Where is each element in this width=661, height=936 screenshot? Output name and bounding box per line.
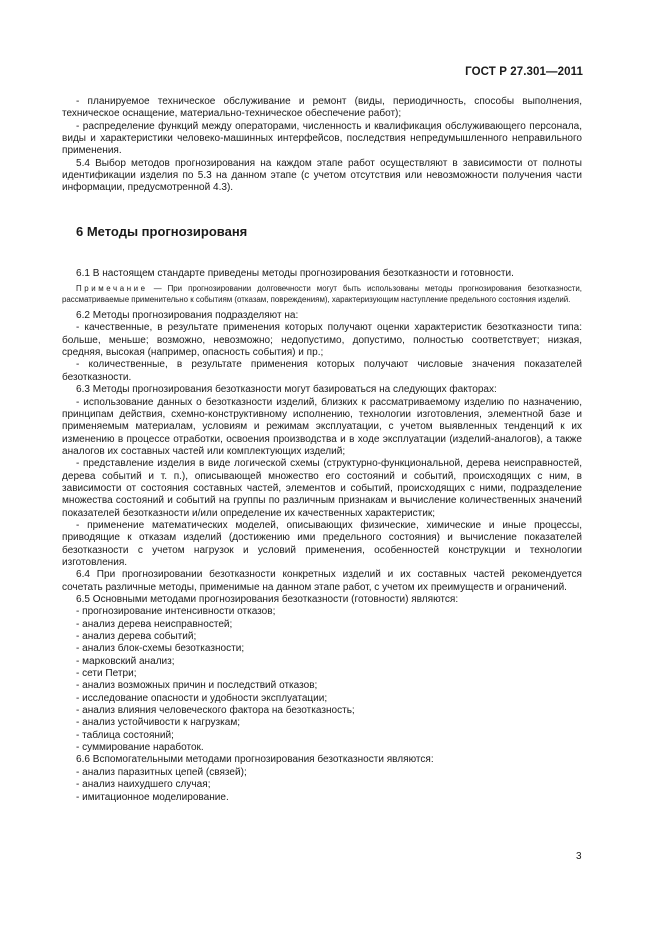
note-text: — При прогнозировании долговечности могут быть использованы методы прогнозирования безотказности, рассматриваемые применительно к событиям (отказам, повреждениям), характеризующим наступление предельного состояния изделий.	[62, 284, 582, 305]
list-item: - анализ дерева неисправностей;	[76, 618, 233, 630]
paragraph-6-2-intro: 6.2 Методы прогнозирования подразделяют на:	[76, 310, 299, 322]
list-item: - анализ дерева событий;	[76, 631, 197, 643]
list-item: - представление изделия в виде логической схемы (структурно-функциональной, дерева неисправностей, дерева событий и т. п.), описывающей множество его состояний и событий, происходящих с ним, в зависимости от состояния составных частей, элементов и событий, происходящих с ними, подразделение множества состояний и событий на группы по различным признакам и вычисление количественных значений показателей безотказности и/или определение их качественных характеристик;	[62, 458, 582, 519]
list-item: - анализ влияния человеческого фактора на безотказность;	[76, 705, 355, 717]
page-content	[62, 96, 582, 804]
paragraph: - распределение функций между операторами, численность и квалификация обслуживающего персонала, виды и характеристики человеко-машинных интерфейсов, последствия непредумышленного неправильного применения.	[62, 120, 582, 157]
list-item: - анализ блок-схемы безотказности;	[76, 643, 245, 655]
list-item: - качественные, в результате применения которых получают оценки характеристик безотказности типа: больше, меньше; возможно, невозможно; недопустимо, допустимо, полностью соответствует; низкая, средняя, высокая (например, опасность события) и пр.;	[62, 322, 582, 359]
list-item: - анализ паразитных цепей (связей);	[76, 766, 247, 778]
paragraph-6-4: 6.4 При прогнозировании безотказности конкретных изделий и их составных частей рекомендуется сочетать различные методы, применимые на данном этапе работ, с учетом их преимуществ и ограничений.	[62, 569, 582, 593]
paragraph-6-5-intro: 6.5 Основными методами прогнозирования безотказности (готовности) являются:	[76, 594, 459, 605]
list-item: - использование данных о безотказности изделий, близких к рассматриваемому изделию по назначению, принципам действия, схемно-конструктивному исполнению, технологии изготовления, элементной базе и применяемым материалам, условиям и режимам эксплуатации, с учетом выявленных тенденций к их изменению в процессе отработки, освоения производства и в ходе эксплуатации (изделий-аналогов), а также аналогов их составных частей или комплектующих изделий;	[62, 396, 582, 457]
list-item: - марковский анализ;	[76, 655, 175, 667]
list-item: - таблица состояний;	[76, 729, 174, 741]
list-item: - применение математических моделей, описывающих физические, химические и иные процессы, приводящие к отказам изделий (достижению ими предельного состояния) и вычисление показателей безотказности с учетом нагрузок и условий применения, особенностей конструкции и технологии изготовления.	[62, 519, 582, 568]
list-item: - имитационное моделирование.	[76, 791, 229, 803]
section-heading: 6 Методы прогнозированя	[76, 223, 248, 239]
paragraph-6-3-intro: 6.3 Методы прогнозирования безотказности могут базироваться на следующих факторах:	[76, 384, 497, 396]
paragraph: 5.4 Выбор методов прогнозирования на каждом этапе работ осуществляют в зависимости от полноты идентификации изделия по 5.3 на данном этапе (с учетом отсутствия или невозможности получения части информации, предусмотренной 4.3).	[62, 157, 582, 194]
list-item: - количественные, в результате применения которых получают числовые значения показателей безотказности.	[62, 359, 582, 383]
list-item: - прогнозирование интенсивности отказов;	[76, 606, 276, 618]
page-number: 3	[576, 851, 582, 862]
list-item: - исследование опасности и удобности эксплуатации;	[76, 692, 328, 704]
list-item: - суммирование наработок.	[76, 742, 204, 754]
note	[62, 283, 582, 305]
paragraph-6-1: 6.1 В настоящем стандарте приведены методы прогнозирования безотказности и готовности.	[76, 267, 514, 279]
document-code: ГОСТ Р 27.301—2011	[465, 66, 583, 78]
list-item: - анализ устойчивости к нагрузкам;	[76, 717, 241, 729]
note-label: Примечание	[76, 284, 148, 294]
paragraph-6-6-intro: 6.6 Вспомогательными методами прогнозирования безотказности являются:	[76, 754, 434, 766]
list-item: - анализ наихудшего случая;	[76, 779, 211, 791]
list-item: - сети Петри;	[76, 668, 137, 680]
paragraph: - планируемое техническое обслуживание и ремонт (виды, периодичность, способы выполнения, техническое оснащение, материально-техническое обеспечение работ);	[62, 96, 582, 120]
list-item: - анализ возможных причин и последствий отказов;	[76, 680, 318, 692]
